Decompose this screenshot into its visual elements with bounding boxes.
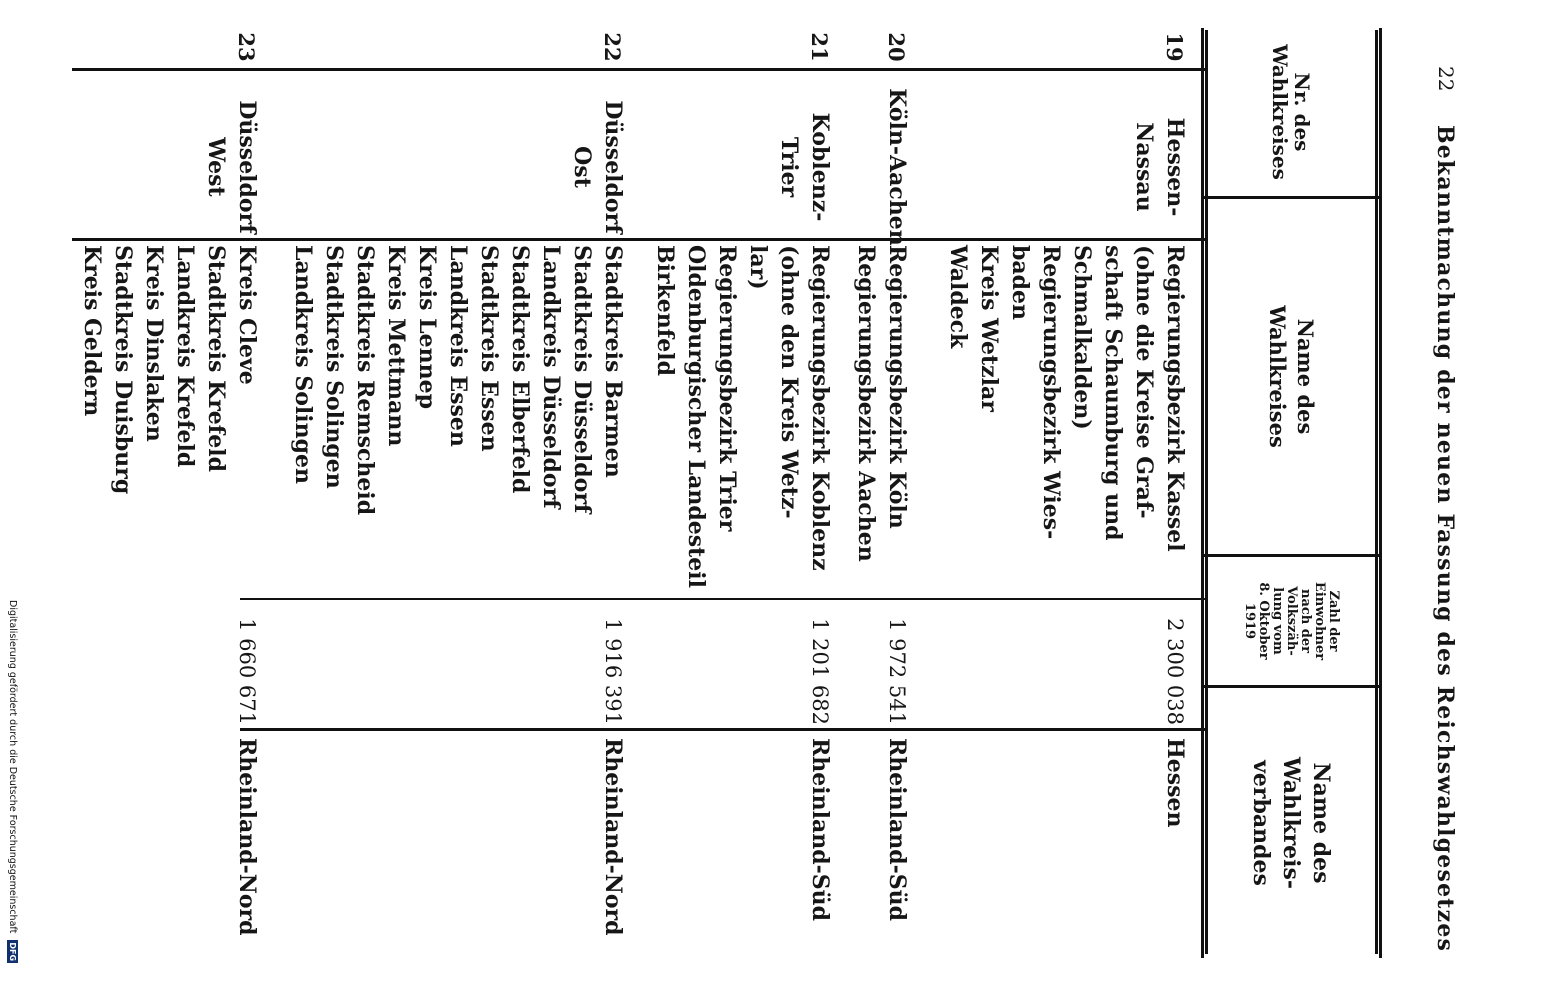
cell-einwohner-20: 1 972 541	[885, 618, 909, 725]
cell-umfang-23: Kreis Cleve Stadtkreis Krefeld Landkreis Krefeld Kreis Dinslaken Stadtkreis Duisburg Kreis Geldern	[79, 245, 260, 495]
cell-umfang-20: Regierungsbezirk Köln Regierungsbezirk Aachen	[853, 245, 910, 562]
cell-nr-20: 20	[884, 32, 909, 62]
header-name: Name des Wahlkreises	[1265, 305, 1319, 448]
cell-nr-22: 22	[600, 32, 625, 62]
cell-einwohner-21: 1 201 682	[808, 618, 832, 725]
page-title: Bekanntmachung der neuen Fassung des Reichswahlgesetzes	[1432, 125, 1458, 953]
cell-name-19: Hessen- Nassau	[1131, 117, 1188, 217]
cell-einwohner-19: 2 300 038	[1163, 618, 1187, 725]
header-nr: Nr. des Wahlkreises	[1268, 44, 1315, 180]
cell-einwohner-22: 1 916 391	[601, 618, 625, 725]
cell-nr-23: 23	[234, 32, 259, 62]
cell-umfang-22: Stadtkreis Barmen Stadtkreis Düsseldorf Landkreis Düsseldorf Stadtkreis Elberfeld Stadtkreis Essen Landkreis Essen Kreis Lennep Kreis Mettmann Stadtkreis Remscheid Stadtkreis Solingen Landkreis Solingen	[290, 245, 626, 516]
cell-umfang-19: Regierungsbezirk Kassel (ohne die Kreise Graf- schaft Schaumburg und Schmalkalden) Regierungsbezirk Wies- baden Kreis Wetzlar Waldeck	[945, 245, 1188, 552]
cell-verband-19: Hessen	[1162, 738, 1188, 828]
dfg-logo: DFG	[8, 942, 17, 962]
cell-nr-21: 21	[807, 32, 832, 62]
cell-verband-20: Rheinland-Süd	[884, 738, 910, 922]
cell-verband-21: Rheinland-Süd	[807, 738, 833, 922]
cell-umfang-21: Regierungsbezirk Koblenz (ohne den Kreis Wetz- lar) Regierungsbezirk Trier Oldenburgischer Landesteil Birkenfeld	[652, 245, 833, 588]
header-verband: Name des Wahlkreis- verbandes	[1248, 756, 1335, 890]
cell-name-23: Düsseldorf West	[203, 100, 260, 234]
cell-nr-19: 19	[1162, 32, 1187, 62]
page-number: 22	[1434, 66, 1458, 92]
cell-verband-23: Rheinland-Nord	[234, 738, 260, 936]
cell-einwohner-23: 1 660 671	[235, 618, 259, 725]
cell-name-20: Köln-Aachen	[884, 88, 910, 246]
cell-verband-22: Rheinland-Nord	[600, 738, 626, 936]
cell-name-21: Koblenz- Trier	[776, 112, 833, 222]
cell-name-22: Düsseldorf Ost	[569, 100, 626, 234]
header-einwohner: Zahl der Einwohner nach der Volkszäh- lung vom 8. Oktober 1919	[1242, 581, 1342, 661]
funding-note: Digitalisierung gefördert durch die Deutsche Forschungsgemeinschaft	[7, 600, 18, 934]
